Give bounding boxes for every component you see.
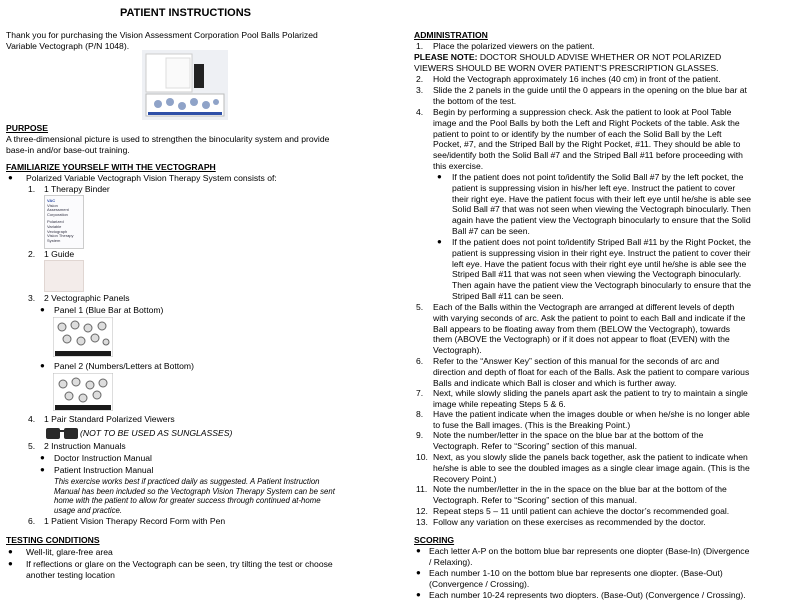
bullet-icon: ●	[416, 568, 421, 577]
step-2: Hold the Vectograph approximately 16 inches (40 cm) in front of the patient.	[433, 74, 721, 84]
step-number: 2.	[416, 74, 424, 84]
step-7: Next, while slowly sliding the panels apart ask the patient to try to maintain a single image while repeating Steps 5 & 6.	[433, 388, 748, 409]
administration-heading: ADMINISTRATION	[414, 30, 488, 40]
list-number: 4.	[28, 414, 36, 424]
scoring-numbers-10-24: Each number 10-24 represents two diopters. (Base-Out) (Convergence / Crossing).	[429, 590, 746, 600]
please-note: PLEASE NOTE: DOCTOR SHOULD ADVISE WHETHER OR NOT POLARIZED VIEWERS SHOULD BE WORN OVER PATIENT'S PRESCRIPTION GLASSES.	[414, 52, 722, 73]
step-number: 7.	[416, 388, 424, 398]
manual-note: This exercise works best if practiced daily as suggested. A Patient Instruction Manual has been included so the Vectograph Vision Therapy System can be sent home with the patient to allow for greater success through continued at-home usage and practice.	[54, 477, 335, 515]
suppression-left-eye: If the patient does not point to/identify the Solid Ball #7 by the left pocket, the patient is suppressing vision in his/her left eye. Instruct the patient to cover their right eye. Have the patient focus with their left eye until he/she is able see Solid Ball #7 that was not seen when viewing the Vectograph binocularly. Then again have the patient view the Vectograph binocularly to ensure that the Solid Ball #7 can be seen.	[452, 172, 752, 236]
step-number: 3.	[416, 85, 424, 95]
purpose-text: A three-dimensional picture is used to strengthen the binocularity system and provide base-in and/or base-out training.	[6, 134, 330, 155]
scoring-numbers-1-10: Each number 1-10 on the bottom blue bar represents one diopter. (Base-Out) (Convergence / Crossing).	[429, 568, 723, 589]
doctor-manual: Doctor Instruction Manual	[54, 453, 152, 463]
patient-manual: Patient Instruction Manual	[54, 465, 154, 475]
item-viewers: 1 Pair Standard Polarized Viewers	[44, 414, 175, 424]
step-number: 13.	[416, 517, 428, 527]
step-13: Follow any variation on these exercises as recommended by the doctor.	[433, 517, 706, 527]
scoring-letters: Each letter A-P on the bottom blue bar represents one diopter (Base-In) (Divergence / Relaxing).	[429, 546, 750, 567]
suppression-right-eye: If the patient does not point to/identify Striped Ball #11 by the Right Pocket, the patient is suppressing vision in their right eye. Instruct the patient to cover their left eye. Have the patient focus with their right eye until he/she is able see the Striped Ball #11 that was not seen when viewing the Vectograph binocularly. Then again have the patient view the Vectograph binocularly to ensure that the Striped Ball #11 can be seen.	[452, 237, 752, 301]
bullet-icon: ●	[8, 173, 13, 182]
list-number: 1.	[28, 184, 36, 194]
item-manuals: 2 Instruction Manuals	[44, 441, 126, 451]
list-number: 6.	[28, 516, 36, 526]
bullet-icon: ●	[40, 465, 45, 474]
page-title: PATIENT INSTRUCTIONS	[120, 7, 251, 19]
purpose-heading: PURPOSE	[6, 123, 49, 133]
panel1-label: Panel 1 (Blue Bar at Bottom)	[54, 305, 164, 315]
intro-paragraph: Thank you for purchasing the Vision Assessment Corporation Pool Balls Polarized Variable Vectograph (P/N 1048).	[6, 30, 318, 51]
bullet-icon: ●	[416, 546, 421, 555]
step-1: Place the polarized viewers on the patient.	[433, 41, 595, 51]
product-photo	[142, 50, 228, 120]
step-number: 1.	[416, 41, 424, 51]
step-5: Each of the Balls within the Vectograph are arranged at different levels of depth with varying seconds of arc. Ask the patient to point to each Ball and indicate if the Ball appears to be floating away from them (BELOW the Vectograph), towards them (ABOVE the Vectograph) or if it does not appear to float (EVEN) with the Vectograph).	[433, 302, 746, 356]
step-8: Have the patient indicate when the images double or when he/she is no longer able to fuse the Ball images. (This is the Breaking Point.)	[433, 409, 750, 430]
binder-image: VAC Vision Assessment Corporation Polarized Variable Vectograph Vision Therapy System	[44, 195, 84, 249]
item-record-form: 1 Patient Vision Therapy Record Form with Pen	[44, 516, 226, 526]
testing-bullet-2: If reflections or glare on the Vectograph can be seen, try tilting the test or choose another testing location	[26, 559, 333, 580]
step-12: Repeat steps 5 – 11 until patient can achieve the doctor’s recommended goal.	[433, 506, 730, 516]
item-panels: 2 Vectographic Panels	[44, 293, 130, 303]
scoring-heading: SCORING	[414, 535, 455, 545]
testing-bullet-1: Well-lit, glare-free area	[26, 547, 113, 557]
step-number: 9.	[416, 430, 424, 440]
item-therapy-binder: 1 Therapy Binder	[44, 184, 110, 194]
step-number: 5.	[416, 302, 424, 312]
system-bullet: Polarized Variable Vectograph Vision Therapy System consists of:	[26, 173, 277, 183]
bullet-icon: ●	[40, 453, 45, 462]
list-number: 2.	[28, 249, 36, 259]
panel1-image	[53, 317, 113, 357]
sunglasses-warning: (NOT TO BE USED AS SUNGLASSES)	[80, 428, 233, 438]
step-number: 8.	[416, 409, 424, 419]
bullet-icon: ●	[8, 547, 13, 556]
panel2-label: Panel 2 (Numbers/Letters at Bottom)	[54, 361, 194, 371]
step-number: 6.	[416, 356, 424, 366]
familiarize-heading: FAMILIARIZE YOURSELF WITH THE VECTOGRAPH	[6, 162, 216, 172]
bullet-icon: ●	[8, 559, 13, 568]
testing-heading: TESTING CONDITIONS	[6, 535, 100, 545]
item-guide: 1 Guide	[44, 249, 75, 259]
step-3: Slide the 2 panels in the guide until the 0 appears in the opening on the blue bar at the bottom of the test.	[433, 85, 747, 106]
list-number: 3.	[28, 293, 36, 303]
bullet-icon: ●	[40, 305, 45, 314]
guide-image	[44, 260, 84, 292]
step-9: Note the number/letter in the space on the blue bar at the bottom of the Vectograph. Refer to “Scoring” section of this manual.	[433, 430, 704, 451]
step-number: 10.	[416, 452, 428, 462]
bullet-icon: ●	[40, 361, 45, 370]
step-10: Next, as you slowly slide the panels back together, ask the patient to indicate when he/she is able to see the doubled images as a single clear image again. (This is the Recovery Point.)	[433, 452, 750, 484]
bullet-icon: ●	[437, 237, 442, 246]
step-number: 12.	[416, 506, 428, 516]
step-11: Note the number/letter in the in the space on the blue bar at the bottom of the Vectograph. Refer to “Scoring” section of this manual.	[433, 484, 727, 505]
step-4: Begin by performing a suppression check. Ask the patient to look at Pool Table image and the Pool Balls by both the Left and Right Pockets of the table. Ask the patient to point to or identify by the number of each the Solid Ball by the Left Pocket, #7, and the Striped Ball by the Right Pocket, #11. They should be able to see/identify both the Solid Ball #7 and the Striped Ball #11 before proceeding with this exercise.	[433, 107, 743, 171]
bullet-icon: ●	[416, 590, 421, 599]
step-6: Refer to the “Answer Key” section of this manual for the seconds of arc and direction and depth of float for each of the Balls. Ask the patient to compare various Balls and indicate which Ball is closer and which is further away.	[433, 356, 750, 388]
list-number: 5.	[28, 441, 36, 451]
glasses-icon	[46, 426, 78, 440]
step-number: 4.	[416, 107, 424, 117]
step-number: 11.	[416, 484, 428, 494]
panel2-image	[53, 373, 113, 411]
bullet-icon: ●	[437, 172, 442, 181]
